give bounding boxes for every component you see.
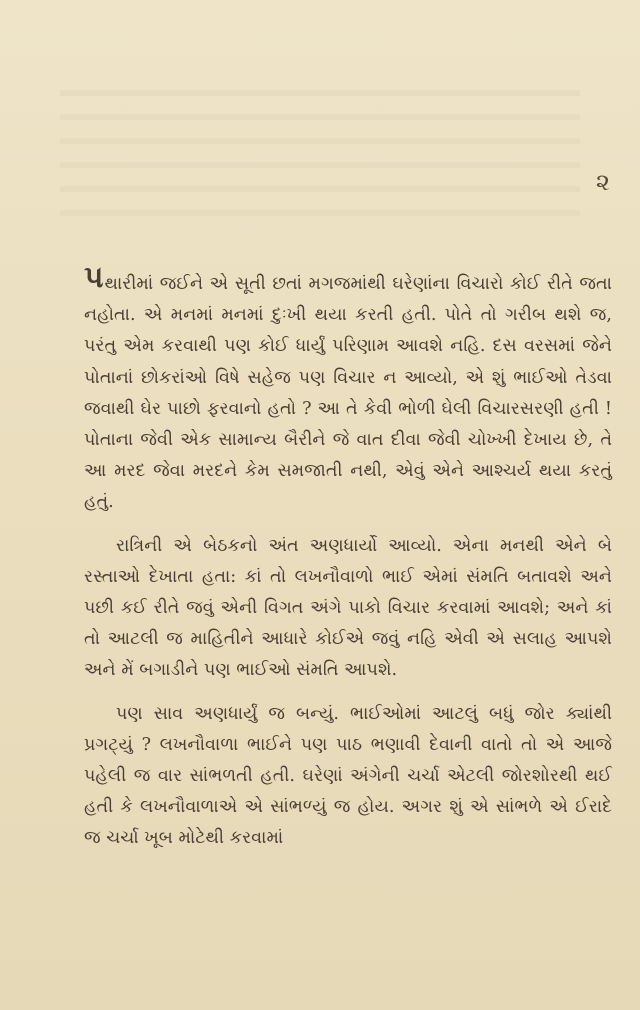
page-body xyxy=(84,260,613,855)
page-number: ૨ xyxy=(595,168,610,196)
paragraph-1 xyxy=(84,260,613,519)
show-through-text xyxy=(60,90,580,220)
paragraph-1-text: થારીમાં જઈને એ સૂતી છતાં મગજમાંથી ઘરેણાંના વિચારો કોઈ રીતે જતા નહોતા. એ મનમાં મનમાં દુઃખી થયા કરતી હતી. પોતે તો ગરીબ થશે જ, પરંતુ એમ કરવાથી પણ કોઈ ધાર્યું પરિણામ આવશે નહિ. દસ વરસમાં જેને પોતાનાં છોકરાંઓ વિષે સહેજ પણ વિચાર ન આવ્યો, એ શું ભાઈઓ તેડવા જવાથી ઘેર પાછો ફરવાનો હતો ? આ તે કેવી ભોળી ઘેલી વિચારસરણી હતી ! પોતાના જેવી એક સામાન્ય બૈરીને જે વાત દીવા જેવી ચોખ્ખી દેખાય છે, તે આ મરદ જેવા મરદને કેમ સમજાતી નથી, એવું એને આશ્ચર્ય થયા કરતું હતું. xyxy=(84,274,613,513)
drop-cap: પ xyxy=(84,260,104,295)
paragraph-2: રાત્રિની એ બેઠકનો અંત અણધાર્યો આવ્યો. એના મનથી એને બે રસ્તાઓ દેખાતા હતા: કાં તો લખનૌવાળો ભાઈ એમાં સંમતિ બતાવશે અને પછી કઈ રીતે જવું એની વિગત અંગે પાકો વિચાર કરવામાં આવશે; અને કાં તો આટલી જ માહિતીને આધારે કોઈએ જવું નહિ એવી એ સલાહ આપશે અને મેં બગાડીને પણ ભાઈઓ સંમતિ આપશે. xyxy=(84,535,612,681)
paragraph-3: પણ સાવ અણધાર્યું જ બન્યું. ભાઈઓમાં આટલું બધું જોર ક્યાંથી પ્રગટ્યું ? લખનૌવાળા ભાઈને પણ પાઠ ભણાવી દેવાની વાતો તો એ આજે પહેલી જ વાર સાંભળતી હતી. ઘરેણાં અંગેની ચર્ચા એટલી જોરશોરથી થઈ હતી કે લખનૌવાળાએ એ સાંભળ્યું જ હોય. અગર શું એ સાંભળે એ ઈરાદે જ ચર્ચા ખૂબ મોટેથી કરવામાં xyxy=(84,703,612,849)
